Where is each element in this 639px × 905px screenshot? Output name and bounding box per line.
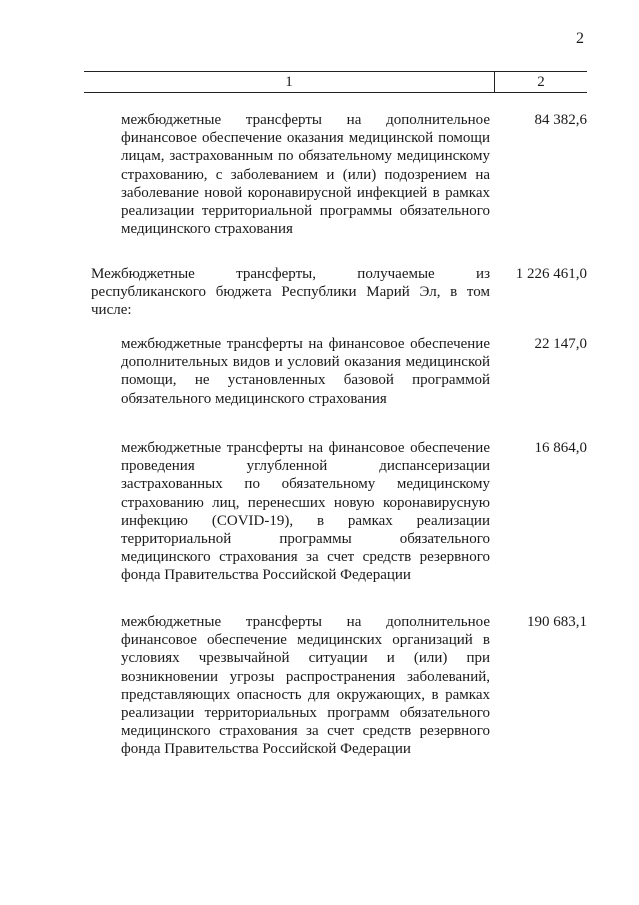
row-description: межбюджетные трансферты на дополнительное финансовое обеспечение оказания медицинской помощи лицам, застрахованным по обязательному медицинскому страхованию, с заболеванием и (или) подозрением на заболевание новой коронавирусной инфекцией в рамках реализации территориальной программы обязательного медицинского страхования: [121, 112, 490, 238]
table-header-column-2: 2: [537, 74, 545, 90]
table-header-column-1: 1: [84, 72, 495, 92]
row-amount: 16 864,0: [534, 440, 587, 456]
page-number: 2: [576, 30, 584, 47]
row-amount: 1 226 461,0: [515, 266, 587, 282]
row-amount: 84 382,6: [534, 112, 587, 128]
row-description: межбюджетные трансферты на финансовое обеспечение дополнительных видов и условий оказания медицинской помощи, не установленных базовой программой обязательного медицинского страхования: [121, 336, 490, 407]
row-amount: 190 683,1: [527, 614, 587, 630]
row-description: Межбюджетные трансферты, получаемые из республиканского бюджета Республики Марий Эл, в том числе:: [91, 266, 490, 319]
row-amount: 22 147,0: [534, 336, 587, 352]
row-description: межбюджетные трансферты на дополнительное финансовое обеспечение медицинских организаций в условиях чрезвычайной ситуации и (или) при возникновении угрозы распространения заболеваний, представляющих опасность для окружающих, в рамках реализации территориальных программ обязательного медицинского страхования за счет средств резервного фонда Правительства Российской Федерации: [121, 614, 490, 758]
table-header: [84, 71, 587, 93]
row-description: межбюджетные трансферты на финансовое обеспечение проведения углубленной диспансеризации застрахованных по обязательному медицинскому страхованию лиц, перенесших новую коронавирусную инфекцию (COVID-19), в рамках реализации территориальной программы обязательного медицинского страхования за счет средств резервного фонда Правительства Российской Федерации: [121, 440, 490, 584]
